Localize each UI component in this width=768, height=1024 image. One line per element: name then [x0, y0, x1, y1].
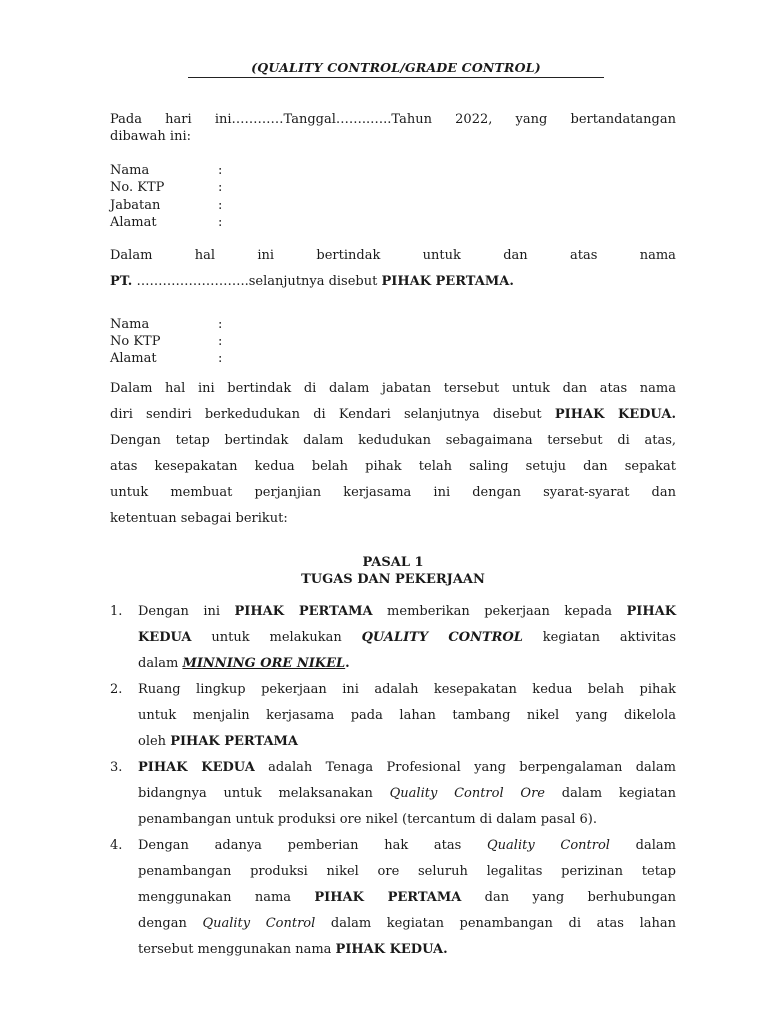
- intro-line: Pada hari ini…………Tanggal……..…..Tahun 2022, yang bertandatangan: [110, 112, 676, 127]
- text-run: tersebut menggunakan nama: [138, 942, 336, 957]
- pasal-title: TUGAS DAN PEKERJAAN: [301, 572, 485, 587]
- field-colon: :: [218, 351, 223, 366]
- word: nama: [639, 248, 676, 263]
- italic-run: Quality Control: [487, 838, 610, 853]
- item-line: penambangan untuk produksi ore nikel (tercantum di dalam pasal 6).: [138, 812, 597, 827]
- field-row: [110, 162, 310, 179]
- paragraph-line: [110, 402, 676, 428]
- item-line: penambangan produksi nikel ore seluruh legalitas perizinan tetap: [138, 864, 676, 879]
- list-item: [110, 677, 676, 755]
- field-row: [110, 214, 310, 231]
- field-row: [110, 179, 310, 196]
- pihak-kedua-label: PIHAK KEDUA.: [554, 407, 676, 422]
- paragraph-line: untuk membuat perjanjian kerjasama ini dengan syarat-syarat dan: [110, 485, 676, 500]
- field-colon: :: [218, 180, 223, 196]
- list-item: [110, 755, 676, 833]
- word: ini: [257, 248, 275, 263]
- paragraph-line: Dengan tetap bertindak dalam kedudukan sebagaimana tersebut di atas,: [110, 433, 676, 448]
- item-line: Ruang lingkup pekerjaan ini adalah kesepakatan kedua belah pihak: [138, 682, 676, 697]
- word: untuk: [422, 248, 461, 263]
- paragraph-line: atas kesepakatan kedua belah pihak telah saling setuju dan sepakat: [110, 459, 676, 474]
- text-run: kegiatan aktivitas: [522, 630, 676, 645]
- bold-run: PIHAK KEDUA: [138, 760, 255, 775]
- item-number: 2.: [110, 682, 123, 697]
- item-line: [138, 833, 676, 859]
- text-run: bidangnya untuk melaksanakan: [138, 786, 390, 801]
- bold-italic-run: QUALITY CONTROL: [361, 630, 523, 645]
- party1-fields: [110, 162, 310, 231]
- word: atas: [570, 248, 598, 263]
- word: hal: [194, 248, 216, 263]
- list-item: [110, 599, 676, 677]
- acting-line: [110, 248, 676, 263]
- title-underline: [188, 77, 604, 78]
- field-row: [110, 197, 310, 214]
- text-run: dan yang berhubungan: [461, 890, 676, 905]
- article-list: [110, 599, 676, 963]
- item-line: [138, 781, 676, 807]
- field-label: Alamat: [110, 351, 157, 366]
- text-run: .: [345, 656, 350, 671]
- second-paragraph: [110, 376, 676, 532]
- bold-run: PIHAK PERTAMA: [234, 604, 373, 619]
- text-run: dalam kegiatan penambangan di atas lahan: [315, 916, 676, 931]
- bold-run: KEDUA: [138, 630, 192, 645]
- italic-run: Quality Control: [202, 916, 316, 931]
- field-row: [110, 333, 310, 350]
- pt-line: [110, 274, 514, 289]
- party2-fields: [110, 316, 310, 367]
- field-label: No KTP: [110, 334, 161, 349]
- field-colon: :: [218, 334, 223, 349]
- item-line: [138, 729, 676, 755]
- text-run: dalam: [138, 656, 183, 671]
- field-colon: :: [218, 214, 223, 230]
- field-row: [110, 350, 310, 367]
- field-label: Alamat: [110, 214, 157, 230]
- field-colon: :: [218, 163, 223, 178]
- word: dan: [503, 248, 528, 263]
- item-line: [138, 599, 676, 625]
- paragraph-line: ketentuan sebagai berikut:: [110, 511, 288, 526]
- text-run: dengan: [138, 916, 203, 931]
- item-number: 1.: [110, 604, 123, 619]
- item-line: [138, 885, 676, 911]
- field-label: Nama: [110, 163, 150, 178]
- item-number: 4.: [110, 838, 123, 853]
- pihak-pertama-label: PIHAK PERTAMA.: [381, 274, 514, 289]
- item-line: untuk menjalin kerjasama pada lahan tambang nikel yang dikelola: [138, 708, 676, 723]
- bold-italic-run: MINNING ORE NIKEL: [182, 656, 346, 671]
- field-colon: :: [218, 317, 223, 332]
- pt-label: PT.: [110, 274, 133, 289]
- item-number: 3.: [110, 760, 123, 775]
- text-run: dalam kegiatan: [544, 786, 676, 801]
- field-label: Jabatan: [110, 197, 161, 213]
- item-line: [138, 755, 676, 781]
- bold-run: PIHAK PERTAMA: [170, 734, 299, 749]
- field-label: No. KTP: [110, 180, 165, 196]
- text-run: Dengan ini: [138, 604, 235, 619]
- list-item: [110, 833, 676, 963]
- bold-run: PIHAK KEDUA.: [335, 942, 448, 957]
- intro-line-2: dibawah ini:: [110, 129, 192, 144]
- document-title: (QUALITY CONTROL/GRADE CONTROL): [251, 60, 541, 75]
- text-run: diri sendiri berkedudukan di Kendari selanjutnya disebut: [110, 407, 555, 422]
- field-row: [110, 316, 310, 333]
- word: bertindak: [316, 248, 381, 263]
- text-run: Dengan adanya pemberian hak atas: [138, 838, 488, 853]
- field-label: Nama: [110, 317, 150, 332]
- item-line: [138, 651, 676, 677]
- bold-run: PIHAK: [626, 604, 677, 619]
- text-run: memberikan pekerjaan kepada: [372, 604, 627, 619]
- field-colon: :: [218, 197, 223, 213]
- word: Dalam: [110, 248, 153, 263]
- paragraph-line: Dalam hal ini bertindak di dalam jabatan tersebut untuk dan atas nama: [110, 381, 676, 396]
- text-run: untuk melakukan: [191, 630, 362, 645]
- pt-dots: ……………………..selanjutnya disebut: [132, 274, 382, 289]
- pasal-number: PASAL 1: [362, 555, 424, 570]
- item-line: [138, 937, 676, 963]
- text-run: oleh: [138, 734, 171, 749]
- text-run: menggunakan nama: [138, 890, 315, 905]
- item-line: [138, 911, 676, 937]
- item-line: [138, 625, 676, 651]
- text-run: dalam: [609, 838, 676, 853]
- bold-run: PIHAK PERTAMA: [314, 890, 462, 905]
- text-run: adalah Tenaga Profesional yang berpengalaman dalam: [254, 760, 676, 775]
- italic-run: Quality Control Ore: [389, 786, 545, 801]
